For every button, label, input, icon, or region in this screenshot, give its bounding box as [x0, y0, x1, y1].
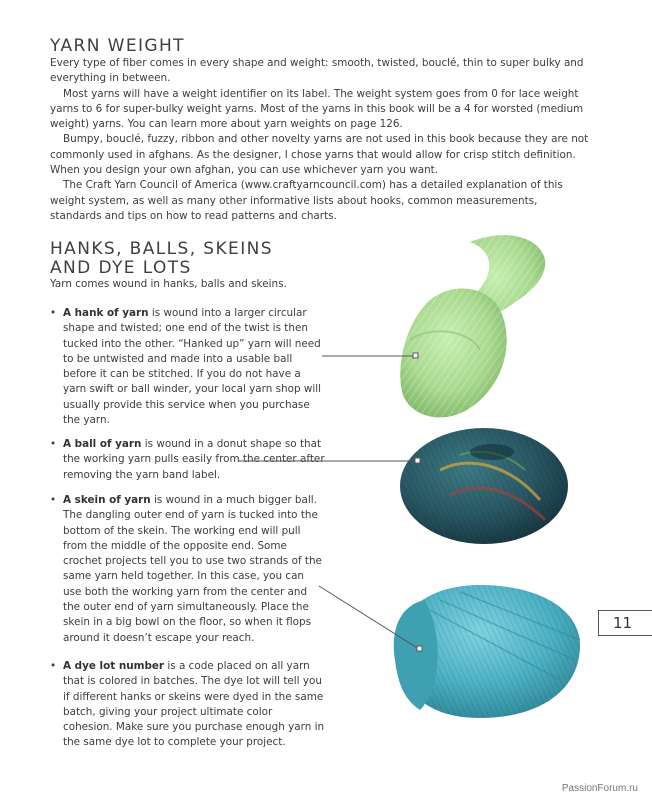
bullet-text: is a code placed on all yarn that is colored in batches. The dye lot will tell you if different hanks or skeins were dyed in the same batch, giving your project ultimate color cohesion. Make sure you purchase enough yarn in the same dye lot to complete your project.: [63, 660, 325, 749]
bullet-text: is wound in a much bigger ball. The dangling outer end of yarn is tucked into the bottom of the skein. The working end will pull from the middle of the opposite end. Some crochet projects tell you to use two strands of the same yarn held together. In this case, you can use both the working yarn from the center and the outer end of yarn simultaneously. Place the skein in a big bowl on the floor, so when it flops around it doesn’t escape your reach.: [63, 494, 322, 644]
ball-image: [400, 428, 568, 544]
leader-end: [413, 353, 418, 358]
bullet-text: is wound into a larger circular shape and twisted; one end of the twist is then tucked into the other. “Hanked up” yarn will need to be untwisted and made into a usable ball before it can be stitched. If you do not have a yarn swift or ball winder, your local yarn shop will usually provide this service when you purchase the yarn.: [63, 307, 322, 427]
bullet-dot: •: [50, 494, 57, 506]
paragraph: The Craft Yarn Council of America (www.craftyarncouncil.com) has a detailed explanation of this weight system, as well as many other informative lists about hooks, common measurements, standards and tips on how to read patterns and charts.: [50, 179, 563, 222]
leader-end: [415, 458, 420, 463]
paragraph: Bumpy, bouclé, fuzzy, ribbon and other novelty yarns are not used in this book because they are not commonly used in afghans. As the designer, I chose yarns that would allow for crisp stitch definition. When you design your own afghan, you can use whichever yarn you want.: [50, 133, 589, 177]
bullet-term: A hank of yarn: [63, 307, 149, 319]
bullet-dot: •: [50, 307, 57, 319]
bullet-dot: •: [50, 438, 57, 450]
page-number: 11: [598, 610, 652, 636]
bullet-text: is wound in a donut shape so that the working yarn pulls easily from the center after removing the yarn band label.: [63, 438, 325, 481]
leader-end: [417, 646, 422, 651]
hank-image: [400, 235, 545, 417]
section-heading-yarn-weight: YARN WEIGHT: [50, 36, 185, 56]
paragraph: Every type of fiber comes in every shape and weight: smooth, twisted, bouclé, thin to super bulky and everything in between.: [50, 57, 584, 85]
bullet-term: A skein of yarn: [63, 494, 151, 506]
watermark: PassionForum.ru: [561, 783, 638, 794]
heading-line: HANKS, BALLS, SKEINS: [50, 239, 273, 259]
heading-line: AND DYE LOTS: [50, 258, 192, 278]
hanks-intro: Yarn comes wound in hanks, balls and skeins.: [50, 278, 287, 290]
bullet-dot: •: [50, 660, 57, 672]
paragraph: Most yarns will have a weight identifier on its label. The weight system goes from 0 for lace weight yarns to 6 for super-bulky weight yarns. Most of the yarns in this book will be a 4 for worsted (medium weight) yarns. You can learn more about yarn weights on page 126.: [50, 87, 584, 131]
bullet-term: A ball of yarn: [63, 438, 142, 450]
bullet-term: A dye lot number: [63, 660, 165, 672]
